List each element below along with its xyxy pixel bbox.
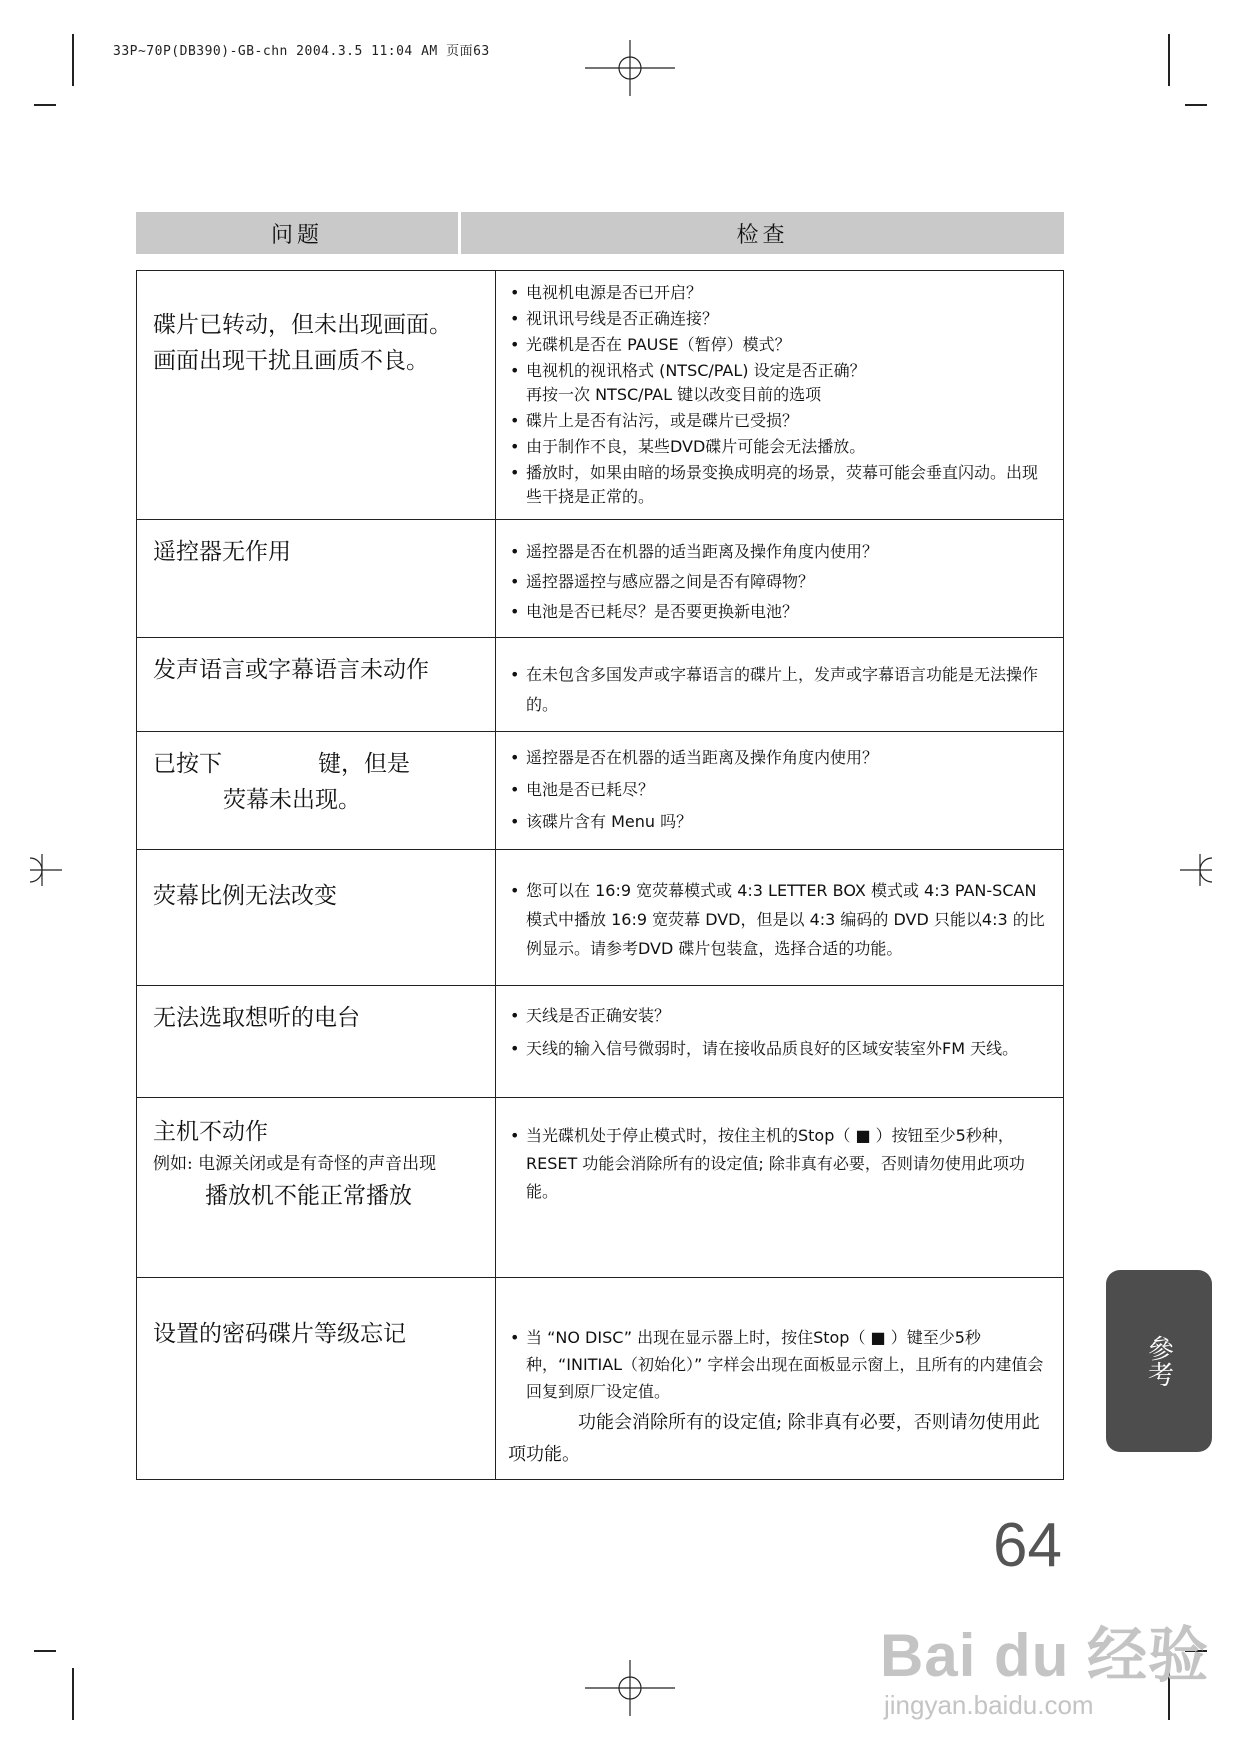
crop-mark — [72, 34, 74, 86]
registration-mark-right — [1180, 850, 1220, 890]
table-header — [136, 212, 1064, 254]
check-item: • 天线的输入信号微弱时，请在接收品质良好的区域安装室外FM 天线。 — [508, 1034, 1051, 1064]
table-row — [137, 1098, 1064, 1278]
troubleshooting-table — [136, 270, 1064, 1480]
check-cell — [496, 1098, 1064, 1278]
check-item: • 遥控器是否在机器的适当距离及操作角度内使用？ — [508, 540, 1051, 564]
problem-text: 遥控器无作用 — [153, 539, 291, 565]
problem-text: 荧幕比例无法改变 — [153, 883, 337, 909]
table-row — [137, 732, 1064, 850]
check-item: • 播放时，如果由暗的场景变换成明亮的场景，荧幕可能会垂直闪动。出现些干挠是正常的。 — [508, 461, 1051, 509]
check-item: • 遥控器遥控与感应器之间是否有障碍物？ — [508, 570, 1051, 594]
check-item: • 天线是否正确安装？ — [508, 1004, 1051, 1028]
problem-cell — [137, 986, 496, 1098]
check-cell — [496, 638, 1064, 732]
check-item: • 在未包含多国发声或字幕语言的碟片上，发声或字幕语言功能是无法操作的。 — [508, 660, 1051, 720]
section-tab — [1106, 1270, 1212, 1452]
registration-mark-bottom — [585, 1660, 675, 1716]
section-tab-label: 參考 — [1143, 1335, 1174, 1387]
check-cell — [496, 520, 1064, 638]
table-row — [137, 520, 1064, 638]
table-row — [137, 986, 1064, 1098]
check-item: • 光碟机是否在 PAUSE（暂停）模式？ — [508, 333, 1051, 357]
check-item: • 电视机电源是否已开启？ — [508, 281, 1051, 305]
check-item: • 电视机的视讯格式 (NTSC/PAL) 设定是否正确？ 再按一次 NTSC/PAL 键以改变目前的选项 — [508, 359, 1051, 407]
problem-text: 设置的密码碟片等级忘记 — [153, 1321, 406, 1347]
check-item: • 当光碟机处于停止模式时，按住主机的Stop（ ■ ）按钮至少5秒种，RESET 功能会消除所有的设定值; 除非真有必要，否则请勿使用此项功能。 — [508, 1122, 1051, 1206]
problem-cell — [137, 1098, 496, 1278]
check-item: • 电池是否已耗尽？ — [508, 778, 1051, 802]
problem-text: 发声语言或字幕语言未动作 — [153, 657, 429, 683]
problem-text: 荧幕未出现。 — [223, 787, 361, 813]
print-slug: 33P~70P(DB390)-GB-chn 2004.3.5 11:04 AM 页面63 — [113, 44, 490, 59]
problem-text: 碟片已转动，但未出现画面。 — [153, 312, 452, 338]
table-row — [137, 271, 1064, 520]
check-item: • 视讯讯号线是否正确连接？ — [508, 307, 1051, 331]
check-note: 功能会消除所有的设定值; 除非真有必要，否则请勿使用此项功能。 — [508, 1412, 1040, 1465]
registration-mark-top — [585, 40, 675, 96]
problem-text: 播放机不能正常播放 — [205, 1183, 412, 1209]
problem-cell — [137, 271, 496, 520]
crop-mark — [1185, 104, 1207, 106]
check-cell — [496, 271, 1064, 520]
problem-example: 例如: 电源关闭或是有奇怪的声音出现 — [153, 1154, 437, 1174]
crop-mark — [1168, 34, 1170, 86]
problem-text-part: 键，但是 — [318, 751, 410, 777]
check-item: • 电池是否已耗尽？是否要更换新电池？ — [508, 600, 1051, 624]
problem-cell — [137, 520, 496, 638]
table-row — [137, 850, 1064, 986]
check-item: • 由于制作不良，某些DVD碟片可能会无法播放。 — [508, 435, 1051, 459]
crop-mark — [72, 1668, 74, 1720]
check-item: • 碟片上是否有沾污，或是碟片已受损？ — [508, 409, 1051, 433]
crop-mark — [34, 104, 56, 106]
header-problem: 问题 — [136, 212, 461, 254]
table-row — [137, 638, 1064, 732]
problem-cell — [137, 638, 496, 732]
problem-cell — [137, 732, 496, 850]
crop-mark — [34, 1650, 56, 1652]
check-cell — [496, 732, 1064, 850]
problem-text — [153, 746, 483, 782]
check-item: • 您可以在 16:9 宽荧幕模式或 4:3 LETTER BOX 模式或 4:3 PAN-SCAN 模式中播放 16:9 宽荧幕 DVD，但是以 4:3 编码的 DVD 只能以4:3 的比例显示。请参考DVD 碟片包装盒，选择合适的功能。 — [508, 876, 1051, 963]
check-cell — [496, 850, 1064, 986]
problem-text: 主机不动作 — [153, 1119, 268, 1145]
check-cell — [496, 1278, 1064, 1480]
page-number: 64 — [993, 1511, 1062, 1580]
registration-mark-left — [22, 850, 62, 890]
table-row — [137, 1278, 1064, 1480]
watermark-logo: Bai du 经验 — [880, 1622, 1210, 1689]
problem-cell — [137, 1278, 496, 1480]
check-cell — [496, 986, 1064, 1098]
watermark-url: jingyan.baidu.com — [884, 1690, 1094, 1720]
problem-cell — [137, 850, 496, 986]
problem-text-part: 已按下 — [153, 751, 222, 777]
problem-text: 无法选取想听的电台 — [153, 1005, 360, 1031]
check-item: • 该碟片含有 Menu 吗？ — [508, 810, 1051, 834]
check-item: • 遥控器是否在机器的适当距离及操作角度内使用？ — [508, 746, 1051, 770]
check-item: • 当 “NO DISC” 出现在显示器上时，按住Stop（ ■ ）键至少5秒种，“INITIAL（初始化）” 字样会出现在面板显示窗上，且所有的内建值会回复到原厂设定值。 — [508, 1324, 1051, 1405]
header-check: 检查 — [736, 222, 789, 248]
problem-text: 画面出现干扰且画质不良。 — [153, 348, 429, 374]
